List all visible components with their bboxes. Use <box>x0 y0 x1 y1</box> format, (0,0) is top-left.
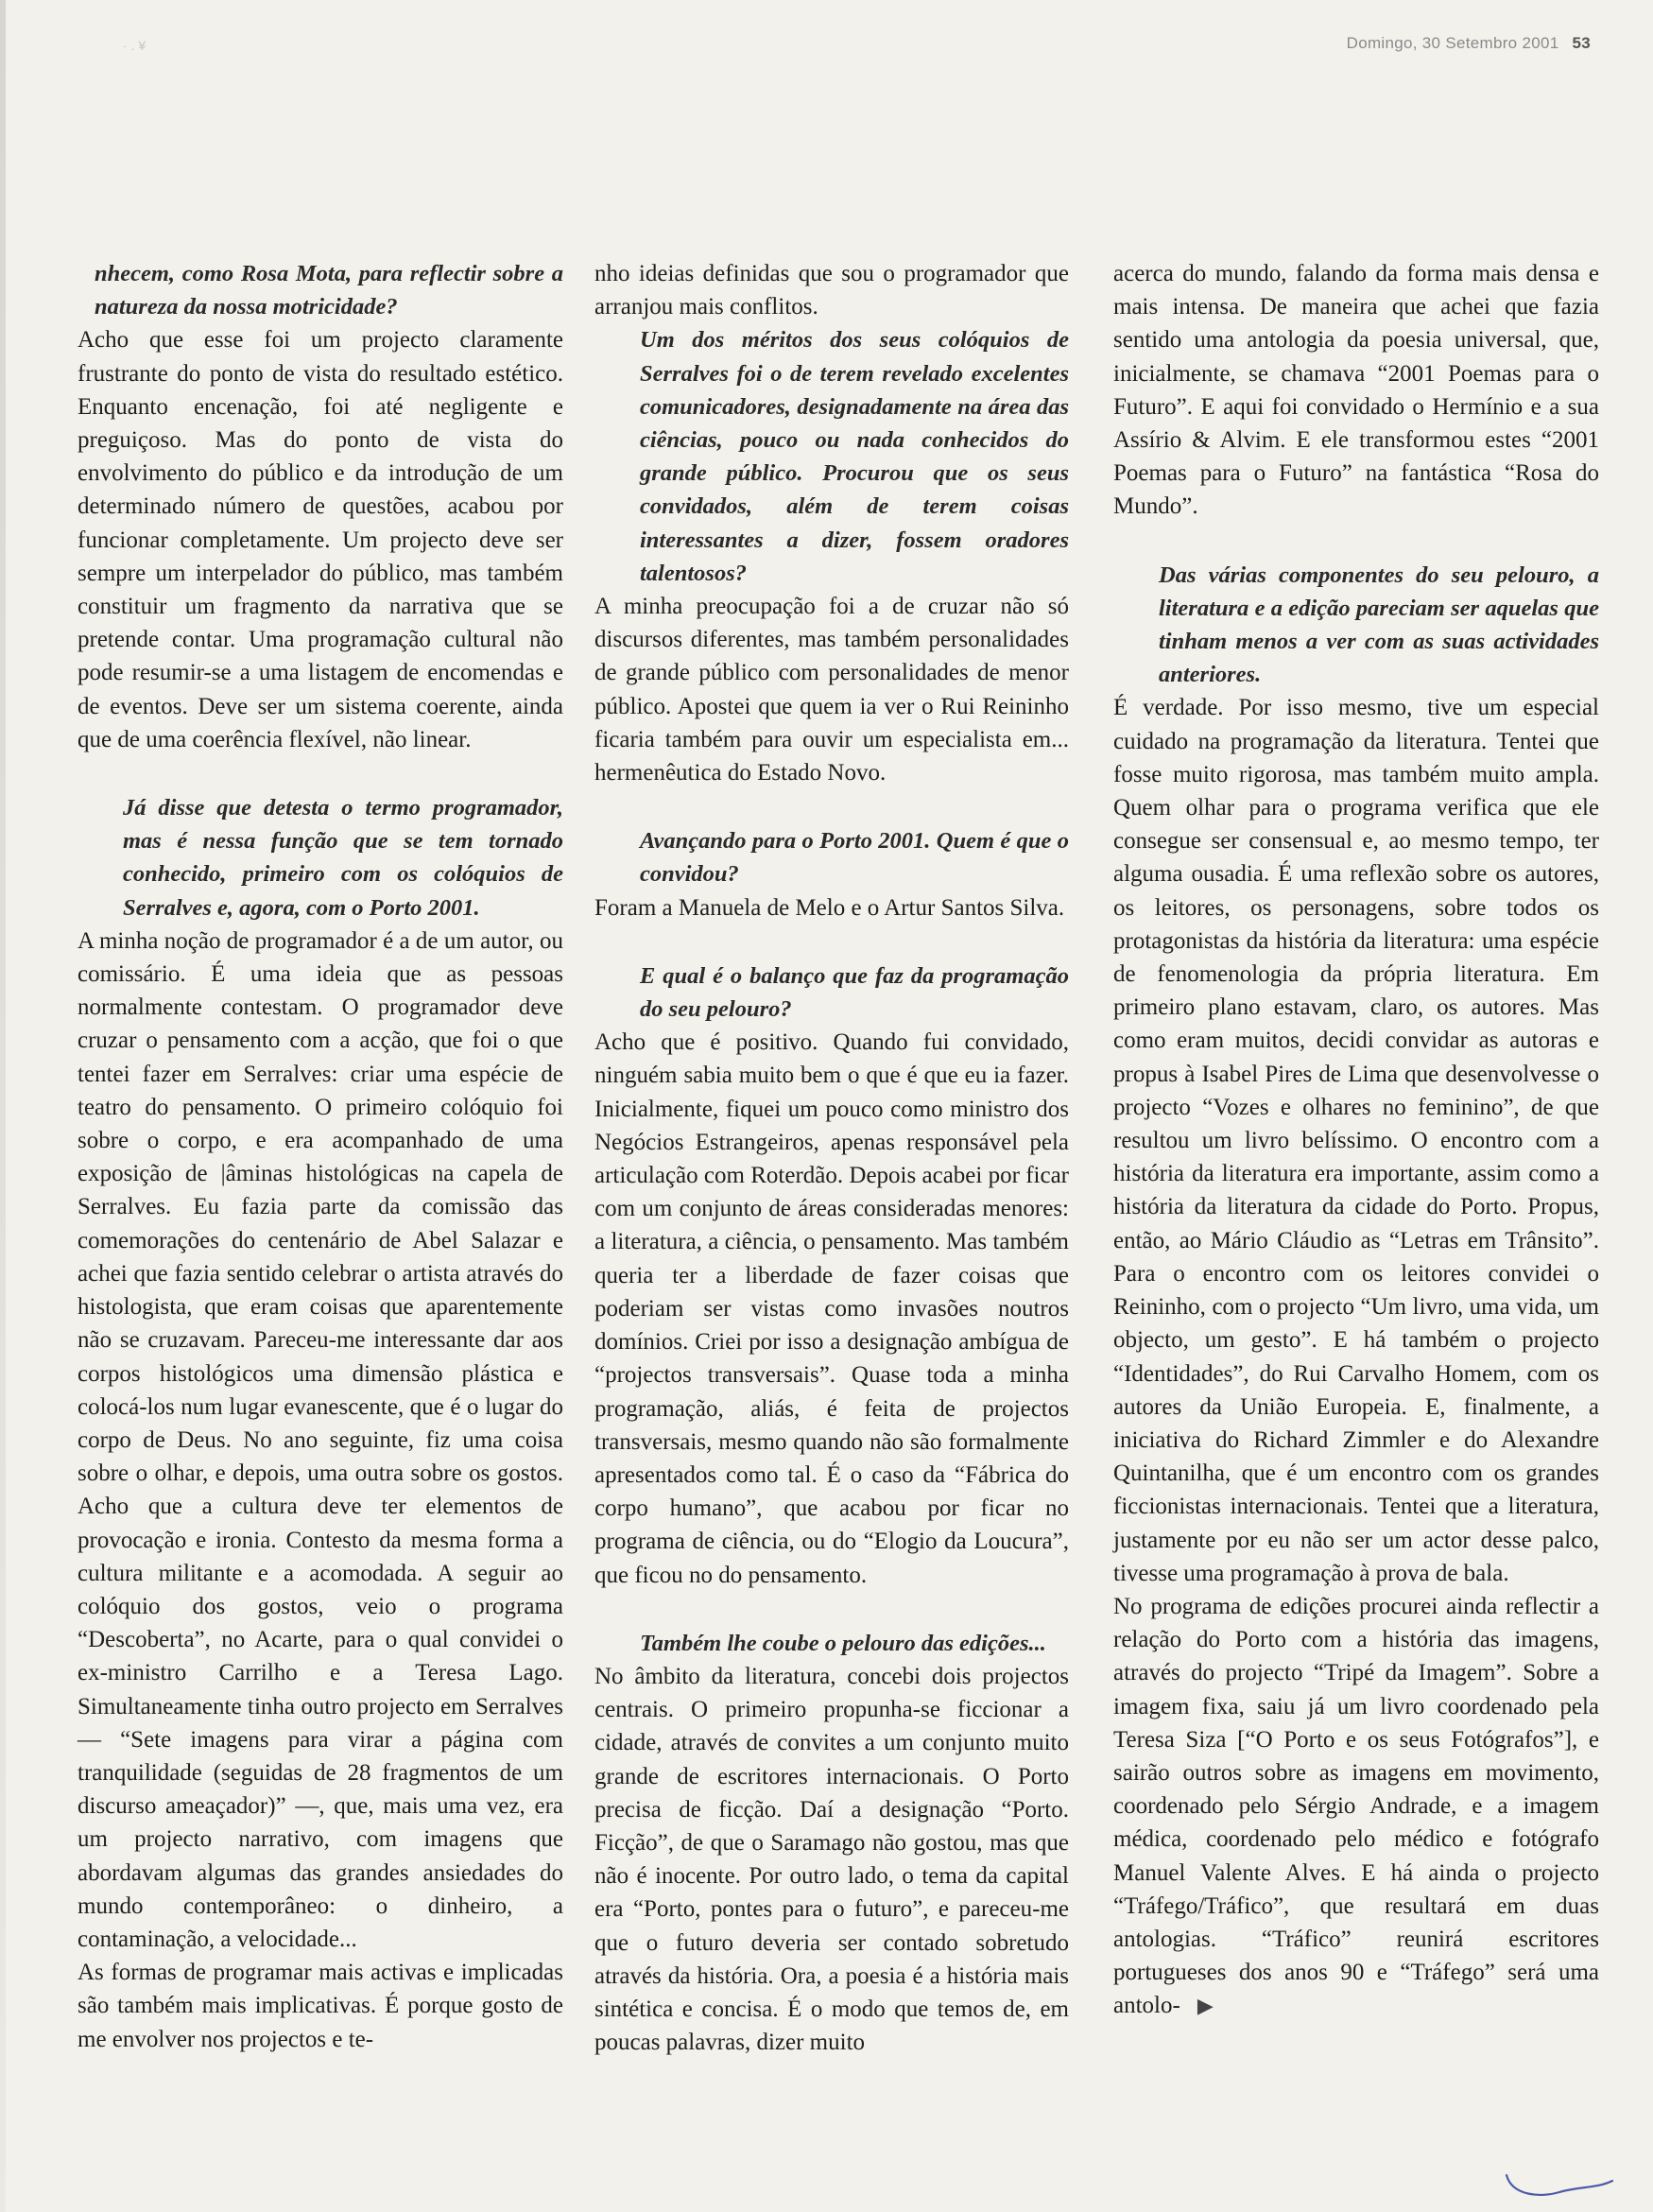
answer-text: No programa de edições procurei ainda reflectir a relação do Porto com a história das imagens, através do projecto “Tripé da Imagem”. Sobre a imagem fixa, saiu já um livro coordenado pela Teresa Siza [“O Porto e os seus Fotógrafos”], e sairão outros sobre as imagens em movimento, coordenado pelo Sérgio Andrade, e a imagem médica, coordenado pelo médico e fotógrafo Manuel Valente Alves. E há ainda o projecto “Tráfego/Tráfico”, que resultará em duas antologias. “Tráfico” reunirá escritores portugueses dos anos 90 e “Tráfego” será uma antolo- <box>1113 1593 1599 2019</box>
page-number: 53 <box>1572 34 1591 52</box>
header-date: Domingo, 30 Setembro 2001 <box>1346 34 1559 52</box>
interview-answer: Acho que é positivo. Quando fui convidado, ninguém sabia muito bem o que é que eu ia fazer. Inicialmente, fiquei um pouco como ministro dos Negócios Estrangeiros, apenas responsável pela articulação com Roterdão. Depois acabei por ficar com um conjunto de áreas consideradas menores: a literatura, a ciência, o pensamento. Mas também queria ter a liberdade de fazer coisas que poderiam ser vistas como invasões noutros domínios. Criei por isso a designação ambígua de “projectos transversais”. Quase toda a minha programação, aliás, é feita de projectos transversais, mesmo quando não são formalmente apresentados como tal. É o caso da “Fábrica do corpo humano”, que acabou por ficar no programa de ciência, ou do “Elogio da Loucura”, que ficou no do pensamento. <box>594 1029 1069 1588</box>
continue-arrow-icon: ▶ <box>1197 1994 1214 2018</box>
interview-answer: É verdade. Por isso mesmo, tive um especial cuidado na programação da literatura. Tentei que fosse muito rigorosa, mas também muito ampla. Quem olhar para o programa verifica que ele consegue ser consensual e, ao mesmo tempo, ter alguma ousadia. É uma reflexão sobre os autores, os leitores, os personagens, sobre todos os protagonistas da história da literatura: uma espécie de fenomenologia da própria literatura. Em primeiro plano estavam, claro, os autores. Mas como eram muitos, decidi convidar as autoras e propus à Isabel Pires de Lima que desenvolvesse o projecto “Vozes e olhares no feminino”, de que resultou um livro belíssimo. O encontro com a história da literatura era importante, assim como a história da literatura da cidade do Porto. Propus, então, ao Mário Cláudio as “Letras em Trânsito”. Para o encontro com os leitores convidei o Reininho, com o projecto “Um livro, uma vida, um objecto, um gesto”. E há também o projecto “Identidades”, do Rui Carvalho Homem, com os autores da União Europeia. E, finalmente, a iniciativa do Richard Zimmler e do Alexandre Quintanilha, que é um encontro com os grandes ficcionistas internacionais. Tentei que a literatura, justamente por eu não ser um actor desse palco, tivesse uma programação à prova de bala. <box>1113 695 1599 1586</box>
text-column-1 <box>77 257 563 2056</box>
interview-question: Um dos méritos dos seus colóquios de Serralves foi o de terem revelado excelentes comunicadores, designadamente na área das ciências, pouco ou nada conhecidos do grande público. Procurou que os seus convidados, além de terem coisas interessantes a dizer, fossem oradores talentosos? <box>640 327 1069 586</box>
text-column-2 <box>594 257 1069 2059</box>
pen-mark <box>1503 2169 1616 2203</box>
interview-question: E qual é o balanço que faz da programação do seu pelouro? <box>640 962 1069 1023</box>
text-column-3 <box>1113 257 1599 2023</box>
interview-answer <box>1113 1590 1599 2023</box>
interview-answer: No âmbito da literatura, concebi dois projectos centrais. O primeiro propunha-se ficcionar a cidade, através de convites a um conjunto muito grande de escritores internacionais. O Porto precisa de ficção. Daí a designação “Porto. Ficção”, de que o Saramago não gostou, mas que não é inocente. Por outro lado, o tema da capital era “Porto, pontes para o futuro”, e pareceu-me que o futuro deveria ser contado sobretudo através da história. Ora, a poesia é a história mais sintética e concisa. É o modo que temos de, em poucas palavras, dizer muito <box>594 1663 1069 2056</box>
interview-answer: A minha noção de programador é a de um autor, ou comissário. É uma ideia que as pessoas normalmente contestam. O programador deve cruzar o pensamento com a acção, que foi o que tentei fazer em Serralves: criar uma espécie de teatro do pensamento. O primeiro colóquio foi sobre o corpo, e era acompanhado de uma exposição de |âminas histológicas na capela de Serralves. Eu fazia parte da comissão das comemorações do centenário de Abel Salazar e achei que fazia sentido celebrar o artista através do histologista, que eram coisas que aparentemente não se cruzavam. Pareceu-me interessante dar aos corpos histológicos uma dimensão plástica e colocá-los num lugar evanescente, que é o lugar do corpo de Deus. No ano seguinte, fiz uma coisa sobre o olhar, e depois, uma outra sobre os gostos. Acho que a cultura deve ter elementos de provocação e ironia. Contesto da mesma forma a cultura militante e a acomodada. A seguir ao colóquio dos gostos, veio o programa “Descoberta”, no Acarte, para o qual convidei o ex-ministro Carrilho e a Teresa Lago. Simultaneamente tinha outro projecto em Serralves — “Sete imagens para virar a página com tranquilidade (seguidas de 28 fragmentos de um discurso ameaçador)” —, que, mais uma vez, era um projecto narrativo, com imagens que abordavam algumas das grandes ansiedades do mundo contemporâneo: o dinheiro, a contaminação, a velocidade... <box>77 927 563 1952</box>
print-smudge: · . ¥ <box>123 38 146 53</box>
page-header <box>1347 34 1591 53</box>
interview-question: Avançando para o Porto 2001. Quem é que o convidou? <box>640 828 1069 888</box>
interview-answer: nho ideias definidas que sou o programador que arranjou mais conflitos. <box>594 261 1069 320</box>
interview-answer: Acho que esse foi um projecto claramente frustrante do ponto de vista do resultado estético. Enquanto encenação, foi até negligente e preguiçoso. Mas do ponto de vista do envolvimento do público e da introdução de um determinado número de questões, acabou por funcionar completamente. Um projecto deve ser sempre um interpelador do público, mas também constituir um fragmento da narrativa que se pretende contar. Uma programação cultural não pode resumir-se a uma listagem de encomendas e de eventos. Deve ser um sistema coerente, ainda que de uma coerência flexível, não linear. <box>77 327 563 752</box>
interview-answer: As formas de programar mais activas e implicadas são também mais implicativas. É porque gosto de me envolver nos projectos e te- <box>77 1960 563 2052</box>
interview-answer: Foram a Manuela de Melo e o Artur Santos Silva. <box>594 894 1065 921</box>
interview-question: Das várias componentes do seu pelouro, a literatura e a edição pareciam ser aquelas que tinham menos a ver com as suas actividades anteriores. <box>1159 562 1599 688</box>
page-edge <box>0 0 6 2212</box>
interview-answer: acerca do mundo, falando da forma mais densa e mais intensa. De maneira que achei que fazia sentido uma antologia da poesia universal, que, inicialmente, se chamava “2001 Poemas para o Futuro”. E aqui foi convidado o Hermínio e a sua Assírio & Alvim. E ele transformou estes “2001 Poemas para o Futuro” na fantástica “Rosa do Mundo”. <box>1113 261 1599 520</box>
interview-question: Já disse que detesta o termo programador, mas é nessa função que se tem tornado conhecido, primeiro com os colóquios de Serralves e, agora, com o Porto 2001. <box>123 795 563 921</box>
interview-question: Também lhe coube o pelouro das edições... <box>640 1630 1046 1656</box>
interview-question: nhecem, como Rosa Mota, para reflectir sobre a natureza da nossa motricidade? <box>95 261 563 320</box>
interview-answer: A minha preocupação foi a de cruzar não só discursos diferentes, mas também personalidades de grande público com personalidades de menor público. Apostei que quem ia ver o Rui Reininho ficaria também para ouvir um especialista em... hermenêutica do Estado Novo. <box>594 594 1069 786</box>
